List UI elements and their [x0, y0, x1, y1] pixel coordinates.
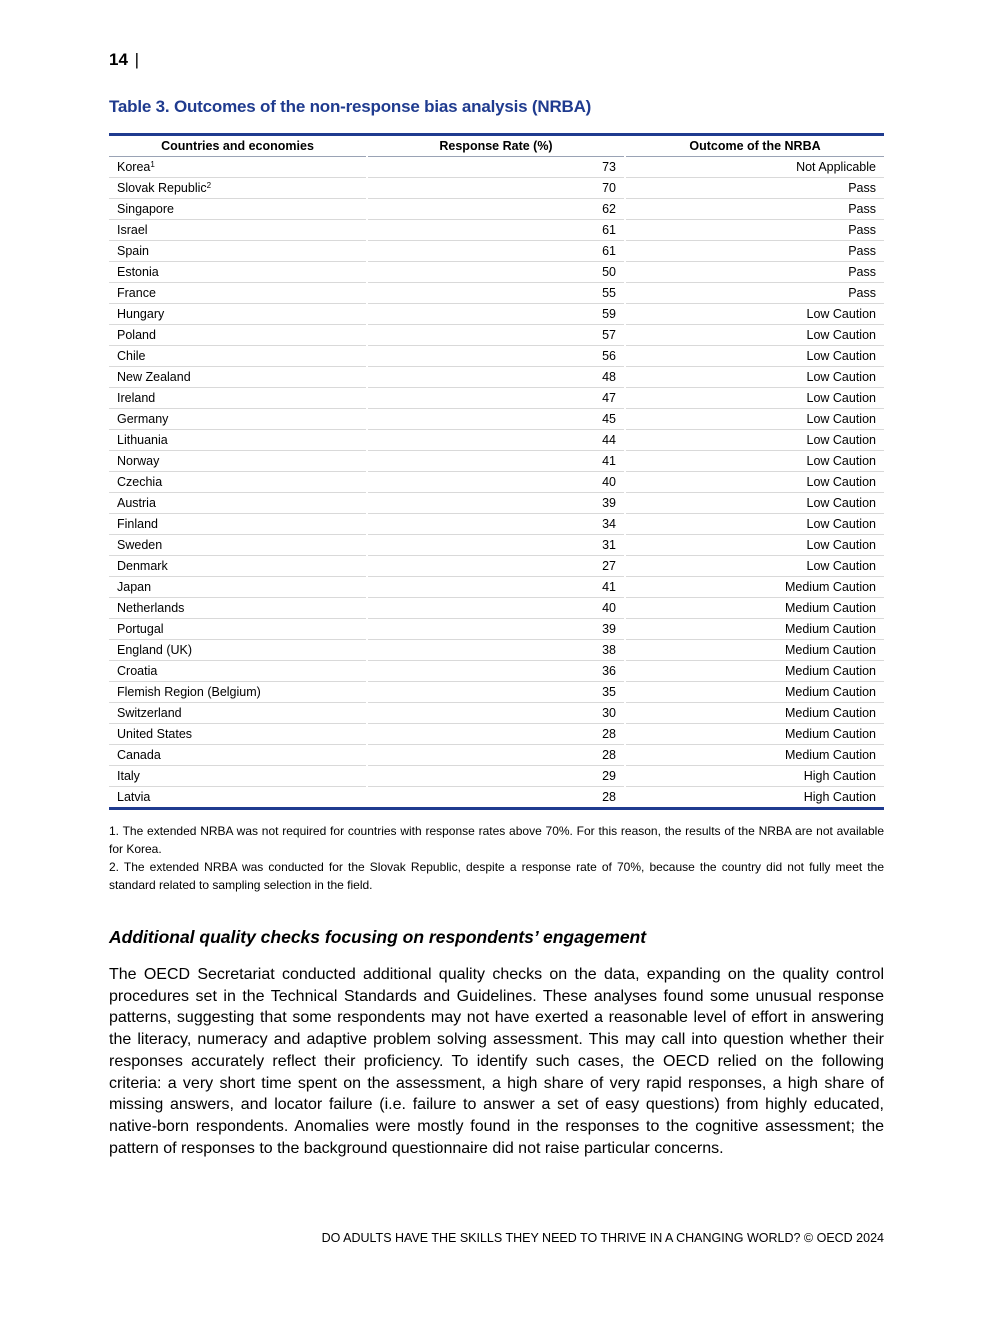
cell-response-rate: 29	[367, 766, 625, 787]
page-number-value: 14	[109, 50, 128, 69]
country-name: Singapore	[117, 202, 174, 216]
cell-outcome: Low Caution	[625, 514, 884, 535]
section-heading: Additional quality checks focusing on respondents’ engagement	[109, 927, 647, 947]
cell-response-rate: 48	[367, 367, 625, 388]
cell-country	[109, 556, 367, 577]
cell-response-rate: 57	[367, 325, 625, 346]
cell-country	[109, 262, 367, 283]
cell-outcome: Pass	[625, 199, 884, 220]
country-name: Poland	[117, 328, 156, 342]
country-name: Ireland	[117, 391, 156, 405]
table-row	[109, 304, 884, 325]
table-row	[109, 409, 884, 430]
country-name: Latvia	[117, 790, 151, 804]
country-name: Flemish Region (Belgium)	[117, 685, 261, 699]
table-row	[109, 157, 884, 178]
cell-outcome: Pass	[625, 241, 884, 262]
cell-outcome: Not Applicable	[625, 157, 884, 178]
page-footer: DO ADULTS HAVE THE SKILLS THEY NEED TO THRIVE IN A CHANGING WORLD? © OECD 2024	[321, 1231, 884, 1245]
cell-outcome: Medium Caution	[625, 640, 884, 661]
cell-country	[109, 178, 367, 199]
country-name: New Zealand	[117, 370, 191, 384]
country-name: England (UK)	[117, 643, 193, 657]
cell-outcome: Low Caution	[625, 367, 884, 388]
table-row	[109, 535, 884, 556]
table-row	[109, 367, 884, 388]
country-name: Hungary	[117, 307, 165, 321]
table-row	[109, 346, 884, 367]
footnote-marker: 2	[206, 181, 212, 190]
cell-response-rate: 73	[367, 157, 625, 178]
nrba-table	[109, 133, 884, 810]
country-name: Croatia	[117, 664, 158, 678]
cell-country	[109, 493, 367, 514]
cell-response-rate: 61	[367, 220, 625, 241]
cell-response-rate: 41	[367, 451, 625, 472]
cell-response-rate: 47	[367, 388, 625, 409]
cell-outcome: Low Caution	[625, 451, 884, 472]
cell-country	[109, 661, 367, 682]
country-name: Netherlands	[117, 601, 185, 615]
cell-response-rate: 28	[367, 787, 625, 809]
cell-response-rate: 39	[367, 493, 625, 514]
cell-response-rate: 62	[367, 199, 625, 220]
cell-outcome: Pass	[625, 178, 884, 199]
table-row	[109, 178, 884, 199]
country-name: Canada	[117, 748, 161, 762]
country-name: Norway	[117, 454, 160, 468]
cell-country	[109, 220, 367, 241]
table-row	[109, 556, 884, 577]
cell-outcome: Medium Caution	[625, 619, 884, 640]
table-row	[109, 724, 884, 745]
header-outcome: Outcome of the NRBA	[625, 135, 884, 157]
cell-response-rate: 50	[367, 262, 625, 283]
country-name: Czechia	[117, 475, 163, 489]
cell-country	[109, 682, 367, 703]
cell-outcome: Low Caution	[625, 556, 884, 577]
cell-response-rate: 40	[367, 598, 625, 619]
cell-country	[109, 535, 367, 556]
cell-outcome: Medium Caution	[625, 703, 884, 724]
table-row	[109, 787, 884, 809]
country-name: France	[117, 286, 156, 300]
cell-outcome: High Caution	[625, 787, 884, 809]
cell-response-rate: 30	[367, 703, 625, 724]
cell-outcome: Low Caution	[625, 493, 884, 514]
country-name: Italy	[117, 769, 140, 783]
cell-response-rate: 59	[367, 304, 625, 325]
header-response-rate: Response Rate (%)	[367, 135, 625, 157]
table-row	[109, 325, 884, 346]
cell-outcome: Low Caution	[625, 304, 884, 325]
cell-outcome: Low Caution	[625, 388, 884, 409]
cell-outcome: Medium Caution	[625, 598, 884, 619]
cell-response-rate: 31	[367, 535, 625, 556]
table-row	[109, 220, 884, 241]
note-2: 2. The extended NRBA was conducted for the Slovak Republic, despite a response rate of 70%, because the country did not fully meet the standard related to sampling selection in the field.	[109, 860, 884, 892]
cell-outcome: Medium Caution	[625, 661, 884, 682]
cell-outcome: Low Caution	[625, 472, 884, 493]
cell-outcome: Low Caution	[625, 325, 884, 346]
header-countries: Countries and economies	[109, 135, 367, 157]
cell-outcome: Pass	[625, 262, 884, 283]
cell-country	[109, 388, 367, 409]
cell-country	[109, 451, 367, 472]
cell-country	[109, 619, 367, 640]
country-name: Denmark	[117, 559, 168, 573]
body-paragraph: The OECD Secretariat conducted additional quality checks on the data, expanding on the quality control procedures set in the Technical Standards and Guidelines. These analyses found some unusual response patterns, suggesting that some respondents may not have exerted a reasonable level of effort in answering the literacy, numeracy and adaptive problem solving assessment. This may call into question whether their responses accurately reflect their proficiency. To identify such cases, the OECD relied on the following criteria: a very short time spent on the assessment, a high share of very rapid responses, a high share of missing answers, and locator failure (i.e. failure to answer a set of easy questions) from highly educated, native-born respondents. Anomalies were mostly found in the responses to the cognitive assessment; the pattern of responses to the background questionnaire did not raise particular concerns.	[109, 966, 884, 1157]
cell-response-rate: 36	[367, 661, 625, 682]
cell-country	[109, 409, 367, 430]
table-row	[109, 451, 884, 472]
country-name: Portugal	[117, 622, 164, 636]
table-row	[109, 766, 884, 787]
table-row	[109, 661, 884, 682]
cell-country	[109, 472, 367, 493]
cell-outcome: Low Caution	[625, 346, 884, 367]
country-name: Austria	[117, 496, 156, 510]
table-header-row	[109, 135, 884, 157]
cell-response-rate: 39	[367, 619, 625, 640]
footnote-marker: 1	[150, 160, 155, 169]
table-row	[109, 388, 884, 409]
cell-country	[109, 157, 367, 178]
country-name: Sweden	[117, 538, 163, 552]
cell-response-rate: 45	[367, 409, 625, 430]
cell-country	[109, 514, 367, 535]
cell-country	[109, 598, 367, 619]
table-body	[109, 157, 884, 809]
table-row	[109, 577, 884, 598]
cell-outcome: Medium Caution	[625, 724, 884, 745]
cell-outcome: Medium Caution	[625, 577, 884, 598]
country-name: United States	[117, 727, 193, 741]
cell-response-rate: 55	[367, 283, 625, 304]
cell-response-rate: 34	[367, 514, 625, 535]
cell-country	[109, 787, 367, 809]
cell-country	[109, 199, 367, 220]
cell-response-rate: 35	[367, 682, 625, 703]
table-row	[109, 682, 884, 703]
cell-country	[109, 304, 367, 325]
cell-country	[109, 724, 367, 745]
table-row	[109, 493, 884, 514]
cell-response-rate: 28	[367, 724, 625, 745]
cell-response-rate: 27	[367, 556, 625, 577]
cell-country	[109, 766, 367, 787]
cell-response-rate: 40	[367, 472, 625, 493]
cell-response-rate: 44	[367, 430, 625, 451]
country-name: Japan	[117, 580, 152, 594]
cell-country	[109, 640, 367, 661]
cell-outcome: Pass	[625, 283, 884, 304]
country-name: Switzerland	[117, 706, 182, 720]
table-notes	[109, 822, 884, 894]
table-row	[109, 598, 884, 619]
country-name: Korea	[117, 160, 151, 174]
table-row	[109, 283, 884, 304]
cell-outcome: Low Caution	[625, 409, 884, 430]
note-1: 1. The extended NRBA was not required for countries with response rates above 70%. For this reason, the results of the NRBA are not available for Korea.	[109, 824, 884, 856]
country-name: Estonia	[117, 265, 159, 279]
cell-outcome: Medium Caution	[625, 682, 884, 703]
country-name: Spain	[117, 244, 149, 258]
cell-country	[109, 430, 367, 451]
country-name: Chile	[117, 349, 146, 363]
cell-country	[109, 325, 367, 346]
cell-outcome: Medium Caution	[625, 745, 884, 766]
cell-country	[109, 703, 367, 724]
cell-country	[109, 367, 367, 388]
cell-country	[109, 346, 367, 367]
table-row	[109, 619, 884, 640]
page-number	[109, 50, 139, 70]
page-number-separator: |	[134, 50, 140, 69]
table-row	[109, 430, 884, 451]
cell-response-rate: 38	[367, 640, 625, 661]
country-name: Slovak Republic	[117, 181, 207, 195]
table-row	[109, 241, 884, 262]
cell-response-rate: 61	[367, 241, 625, 262]
cell-country	[109, 283, 367, 304]
table-row	[109, 472, 884, 493]
cell-outcome: Low Caution	[625, 430, 884, 451]
cell-response-rate: 28	[367, 745, 625, 766]
cell-response-rate: 56	[367, 346, 625, 367]
table-row	[109, 262, 884, 283]
country-name: Finland	[117, 517, 158, 531]
cell-country	[109, 577, 367, 598]
cell-outcome: Pass	[625, 220, 884, 241]
cell-country	[109, 241, 367, 262]
cell-country	[109, 745, 367, 766]
cell-response-rate: 70	[367, 178, 625, 199]
cell-outcome: Low Caution	[625, 535, 884, 556]
country-name: Israel	[117, 223, 148, 237]
country-name: Lithuania	[117, 433, 168, 447]
table-row	[109, 199, 884, 220]
country-name: Germany	[117, 412, 169, 426]
cell-response-rate: 41	[367, 577, 625, 598]
table-row	[109, 640, 884, 661]
table-row	[109, 703, 884, 724]
table-row	[109, 745, 884, 766]
table-row	[109, 514, 884, 535]
table-title: Table 3. Outcomes of the non-response bias analysis (NRBA)	[109, 97, 592, 116]
cell-outcome: High Caution	[625, 766, 884, 787]
